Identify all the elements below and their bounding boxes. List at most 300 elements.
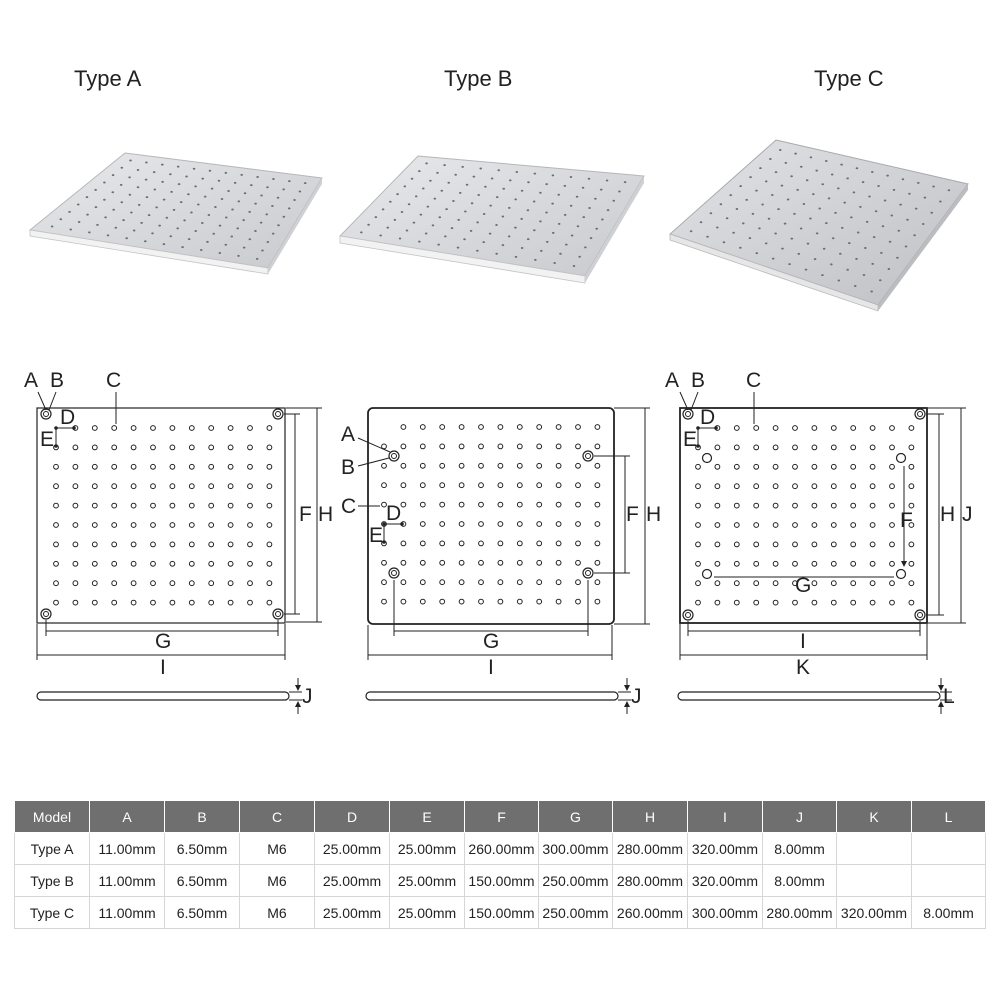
photo-hole bbox=[856, 167, 859, 169]
hole bbox=[851, 426, 856, 431]
hole bbox=[498, 580, 503, 585]
hole bbox=[754, 523, 759, 528]
hole bbox=[734, 484, 739, 489]
photo-hole bbox=[600, 189, 603, 191]
hole bbox=[73, 445, 78, 450]
photo-hole bbox=[129, 194, 132, 196]
photo-hole bbox=[559, 253, 562, 255]
photo-hole bbox=[823, 248, 826, 250]
table-header: Model bbox=[15, 801, 90, 833]
photo-hole bbox=[726, 217, 729, 219]
photo-hole bbox=[137, 169, 140, 171]
photo-hole bbox=[111, 191, 114, 193]
hole bbox=[517, 580, 522, 585]
photo-hole bbox=[870, 290, 873, 292]
hole bbox=[189, 484, 194, 489]
photo-hole bbox=[225, 217, 228, 219]
spec-table bbox=[14, 800, 986, 929]
hole bbox=[228, 484, 233, 489]
type-c-label-h: H bbox=[940, 503, 956, 526]
photo-hole bbox=[457, 219, 460, 221]
table-row bbox=[15, 865, 986, 897]
hole bbox=[715, 561, 720, 566]
photo-hole bbox=[476, 221, 479, 223]
photo-hole bbox=[884, 200, 887, 202]
hole bbox=[267, 581, 272, 586]
hole bbox=[890, 523, 895, 528]
hole bbox=[228, 426, 233, 431]
hole bbox=[696, 600, 701, 605]
hole bbox=[151, 523, 156, 528]
photo-hole bbox=[588, 178, 591, 180]
photo-hole bbox=[408, 203, 411, 205]
hole bbox=[517, 502, 522, 507]
hole bbox=[890, 503, 895, 508]
hole bbox=[734, 561, 739, 566]
photo-hole bbox=[121, 167, 124, 169]
photo-hole bbox=[761, 203, 764, 205]
photo-hole bbox=[459, 192, 462, 194]
hole bbox=[754, 581, 759, 586]
hole bbox=[498, 502, 503, 507]
photo-hole bbox=[807, 243, 810, 245]
photo-hole bbox=[515, 256, 518, 258]
hole bbox=[112, 484, 117, 489]
table-row bbox=[15, 833, 986, 865]
table-cell: 8.00mm bbox=[763, 865, 837, 897]
hole bbox=[890, 464, 895, 469]
type-c-photo bbox=[670, 140, 968, 311]
type-c-label-e: E bbox=[683, 428, 698, 451]
photo-hole bbox=[476, 250, 479, 252]
photo-hole bbox=[527, 238, 530, 240]
table-cell: 11.00mm bbox=[90, 833, 165, 865]
photo-hole bbox=[451, 227, 454, 229]
photo-hole bbox=[218, 180, 221, 182]
hole bbox=[131, 445, 136, 450]
photo-hole bbox=[283, 216, 286, 218]
photo-hole bbox=[788, 263, 791, 265]
hole bbox=[537, 502, 542, 507]
photo-hole bbox=[877, 185, 880, 187]
photo-hole bbox=[514, 227, 517, 229]
hole bbox=[696, 561, 701, 566]
hole bbox=[131, 464, 136, 469]
hole bbox=[228, 445, 233, 450]
table-cell: 260.00mm bbox=[613, 897, 688, 929]
type-a-label-g: G bbox=[155, 630, 172, 653]
table-header: F bbox=[465, 801, 539, 833]
hole bbox=[890, 600, 895, 605]
photo-hole bbox=[793, 213, 796, 215]
photo-hole bbox=[244, 192, 247, 194]
photo-hole bbox=[825, 160, 828, 162]
hole bbox=[209, 600, 214, 605]
hole bbox=[498, 541, 503, 546]
photo-hole bbox=[509, 179, 512, 181]
photo-hole bbox=[922, 223, 925, 225]
hole bbox=[754, 542, 759, 547]
hole bbox=[576, 560, 581, 565]
hole bbox=[793, 426, 798, 431]
photo-hole bbox=[272, 233, 275, 235]
hole bbox=[151, 581, 156, 586]
photo-hole bbox=[759, 167, 762, 169]
photo-hole bbox=[584, 246, 587, 248]
hole bbox=[459, 580, 464, 585]
hole bbox=[851, 484, 856, 489]
hole bbox=[556, 560, 561, 565]
photo-hole bbox=[130, 211, 133, 213]
type-c-label-j: J bbox=[962, 503, 973, 526]
table-cell: 280.00mm bbox=[613, 833, 688, 865]
photo-hole bbox=[379, 234, 382, 236]
hole bbox=[459, 502, 464, 507]
hole bbox=[556, 483, 561, 488]
hole bbox=[793, 445, 798, 450]
photo-hole bbox=[267, 241, 270, 243]
photo-hole bbox=[401, 211, 404, 213]
photo-hole bbox=[236, 227, 239, 229]
hole bbox=[151, 426, 156, 431]
photo-hole bbox=[790, 175, 793, 177]
hole bbox=[92, 445, 97, 450]
photo-hole bbox=[129, 159, 132, 161]
photo-hole bbox=[815, 170, 818, 172]
hole bbox=[556, 541, 561, 546]
hole bbox=[189, 523, 194, 528]
photo-hole bbox=[781, 185, 784, 187]
photo-hole bbox=[219, 252, 222, 254]
type-c-label-b: B bbox=[691, 369, 706, 392]
photo-hole bbox=[564, 185, 567, 187]
type-c-label-d: D bbox=[700, 406, 716, 429]
hole bbox=[112, 464, 117, 469]
photo-hole bbox=[571, 234, 574, 236]
hole bbox=[851, 523, 856, 528]
photo-hole bbox=[444, 235, 447, 237]
photo-hole bbox=[464, 211, 467, 213]
photo-hole bbox=[212, 233, 215, 235]
hole bbox=[189, 426, 194, 431]
hole bbox=[537, 560, 542, 565]
hole bbox=[151, 503, 156, 508]
photo-hole bbox=[814, 258, 817, 260]
photo-hole bbox=[539, 220, 542, 222]
hole bbox=[595, 522, 600, 527]
photo-hole bbox=[855, 258, 858, 260]
hole bbox=[479, 463, 484, 468]
photo-hole bbox=[394, 219, 397, 221]
photo-hole bbox=[181, 246, 184, 248]
hole bbox=[851, 445, 856, 450]
photo-hole bbox=[234, 182, 237, 184]
hole bbox=[890, 426, 895, 431]
hole bbox=[696, 542, 701, 547]
hole bbox=[54, 464, 59, 469]
hole bbox=[170, 600, 175, 605]
photo-hole bbox=[204, 196, 207, 198]
hole bbox=[831, 464, 836, 469]
hole bbox=[498, 483, 503, 488]
photo-hole bbox=[86, 196, 89, 198]
photo-hole bbox=[51, 226, 54, 228]
photo-hole bbox=[163, 243, 166, 245]
photo-hole bbox=[606, 179, 609, 181]
photo-hole bbox=[514, 198, 517, 200]
photo-hole bbox=[781, 248, 784, 250]
photo-hole bbox=[178, 183, 181, 185]
table-cell bbox=[837, 833, 912, 865]
photo-hole bbox=[60, 218, 63, 220]
photo-hole bbox=[144, 240, 147, 242]
photo-hole bbox=[466, 184, 469, 186]
photo-hole bbox=[809, 217, 812, 219]
hole bbox=[715, 503, 720, 508]
hole bbox=[909, 600, 914, 605]
hole bbox=[715, 600, 720, 605]
table-cell bbox=[837, 865, 912, 897]
photo-hole bbox=[502, 188, 505, 190]
photo-hole bbox=[749, 237, 752, 239]
hole bbox=[812, 445, 817, 450]
photo-hole bbox=[173, 209, 176, 211]
photo-hole bbox=[899, 204, 902, 206]
photo-hole bbox=[534, 259, 537, 261]
photo-hole bbox=[859, 206, 862, 208]
photo-hole bbox=[732, 232, 735, 234]
hole bbox=[595, 425, 600, 430]
photo-hole bbox=[452, 200, 455, 202]
type-c-label-i: I bbox=[800, 630, 806, 653]
photo-hole bbox=[558, 223, 561, 225]
photo-hole bbox=[890, 214, 893, 216]
photo-hole bbox=[838, 280, 841, 282]
photo-hole bbox=[578, 256, 581, 258]
photo-hole bbox=[624, 181, 627, 183]
hole bbox=[54, 561, 59, 566]
hole bbox=[890, 561, 895, 566]
hole bbox=[92, 523, 97, 528]
photo-hole bbox=[77, 204, 80, 206]
photo-hole bbox=[201, 222, 204, 224]
type-a-label-h: H bbox=[318, 503, 334, 526]
photo-hole bbox=[260, 222, 263, 224]
photo-hole bbox=[277, 197, 280, 199]
hole bbox=[890, 581, 895, 586]
hole bbox=[595, 483, 600, 488]
photo-hole bbox=[879, 279, 882, 281]
photo-hole bbox=[841, 227, 844, 229]
photo-hole bbox=[418, 170, 421, 172]
photo-hole bbox=[564, 214, 567, 216]
hole bbox=[773, 445, 778, 450]
hole bbox=[870, 561, 875, 566]
hole bbox=[170, 484, 175, 489]
photo-hole bbox=[68, 211, 71, 213]
photo-hole bbox=[161, 181, 164, 183]
hole bbox=[773, 484, 778, 489]
hole bbox=[773, 523, 778, 528]
photo-hole bbox=[484, 186, 487, 188]
photo-hole bbox=[221, 198, 224, 200]
photo-hole bbox=[404, 185, 407, 187]
hole bbox=[909, 445, 914, 450]
photo-hole bbox=[389, 201, 392, 203]
hole bbox=[696, 581, 701, 586]
hole bbox=[793, 542, 798, 547]
photo-hole bbox=[796, 189, 799, 191]
photo-hole bbox=[146, 196, 149, 198]
type-b-label-e: E bbox=[369, 524, 384, 547]
hole bbox=[696, 523, 701, 528]
photo-hole bbox=[103, 199, 106, 201]
type-b-title: Type B bbox=[444, 66, 513, 91]
photo-hole bbox=[551, 203, 554, 205]
hole bbox=[517, 560, 522, 565]
hole bbox=[870, 523, 875, 528]
hole bbox=[401, 425, 406, 430]
hole bbox=[151, 542, 156, 547]
hole bbox=[517, 425, 522, 430]
hole bbox=[498, 599, 503, 604]
hole bbox=[812, 464, 817, 469]
hole bbox=[382, 463, 387, 468]
hole bbox=[267, 484, 272, 489]
photo-hole bbox=[774, 233, 777, 235]
hole bbox=[440, 425, 445, 430]
hole bbox=[170, 445, 175, 450]
hole bbox=[812, 600, 817, 605]
hole bbox=[112, 523, 117, 528]
hole bbox=[248, 426, 253, 431]
photo-hole bbox=[260, 194, 263, 196]
photo-hole bbox=[177, 166, 180, 168]
hole bbox=[793, 561, 798, 566]
photo-hole bbox=[445, 208, 448, 210]
photo-hole bbox=[457, 247, 460, 249]
photo-hole bbox=[553, 262, 556, 264]
type-a-label-d: D bbox=[60, 406, 76, 429]
photo-hole bbox=[805, 269, 808, 271]
photo-hole bbox=[618, 190, 621, 192]
hole bbox=[479, 580, 484, 585]
photo-hole bbox=[862, 181, 865, 183]
hole bbox=[831, 542, 836, 547]
hole bbox=[151, 445, 156, 450]
hole bbox=[734, 426, 739, 431]
photo-hole bbox=[190, 211, 193, 213]
photo-hole bbox=[230, 236, 233, 238]
hole bbox=[498, 444, 503, 449]
type-b-label-c: C bbox=[341, 495, 357, 518]
photo-hole bbox=[145, 179, 148, 181]
table-header: G bbox=[539, 801, 613, 833]
photo-hole bbox=[288, 180, 291, 182]
photo-hole bbox=[225, 172, 228, 174]
hole bbox=[170, 561, 175, 566]
table-cell: 280.00mm bbox=[763, 897, 837, 929]
photo-hole bbox=[427, 206, 430, 208]
hole bbox=[420, 599, 425, 604]
table-cell: 11.00mm bbox=[90, 897, 165, 929]
hole bbox=[112, 426, 117, 431]
photo-hole bbox=[249, 238, 252, 240]
type-c-drawing bbox=[665, 369, 973, 714]
photo-hole bbox=[491, 177, 494, 179]
table-cell: M6 bbox=[240, 865, 315, 897]
photo-hole bbox=[832, 237, 835, 239]
hole bbox=[909, 581, 914, 586]
photo-hole bbox=[908, 193, 911, 195]
photo-hole bbox=[161, 164, 164, 166]
photo-hole bbox=[288, 207, 291, 209]
type-b-label-i: I bbox=[488, 656, 494, 679]
hole bbox=[715, 464, 720, 469]
photo-hole bbox=[825, 222, 828, 224]
hole bbox=[209, 581, 214, 586]
photo-hole bbox=[497, 169, 500, 171]
photo-hole bbox=[413, 222, 416, 224]
type-b-photo bbox=[340, 156, 644, 283]
photo-hole bbox=[594, 198, 597, 200]
photo-hole bbox=[163, 199, 166, 201]
hole bbox=[517, 541, 522, 546]
hole bbox=[440, 599, 445, 604]
table-cell: 250.00mm bbox=[539, 865, 613, 897]
type-c-label-a: A bbox=[665, 369, 680, 392]
hole bbox=[851, 561, 856, 566]
photo-hole bbox=[277, 224, 280, 226]
photo-hole bbox=[853, 191, 856, 193]
photo-hole bbox=[211, 188, 214, 190]
hole bbox=[715, 445, 720, 450]
hole bbox=[54, 600, 59, 605]
type-a-label-e: E bbox=[40, 428, 55, 451]
hole bbox=[54, 523, 59, 528]
hole bbox=[517, 483, 522, 488]
photo-hole bbox=[443, 164, 446, 166]
table-header: B bbox=[165, 801, 240, 833]
hole bbox=[112, 542, 117, 547]
photo-hole bbox=[248, 211, 251, 213]
photo-hole bbox=[155, 206, 158, 208]
hole bbox=[92, 426, 97, 431]
hole bbox=[498, 522, 503, 527]
photo-hole bbox=[521, 247, 524, 249]
hole bbox=[890, 484, 895, 489]
table-header: A bbox=[90, 801, 165, 833]
hole bbox=[595, 463, 600, 468]
hole bbox=[909, 464, 914, 469]
hole bbox=[479, 502, 484, 507]
photo-hole bbox=[396, 193, 399, 195]
hole bbox=[498, 425, 503, 430]
photo-hole bbox=[612, 200, 615, 202]
photo-hole bbox=[237, 200, 240, 202]
hole bbox=[831, 426, 836, 431]
hole bbox=[537, 483, 542, 488]
hole bbox=[92, 600, 97, 605]
photo-hole bbox=[399, 238, 402, 240]
table-cell: 320.00mm bbox=[688, 833, 763, 865]
photo-hole bbox=[913, 234, 916, 236]
hole bbox=[754, 600, 759, 605]
hole bbox=[576, 541, 581, 546]
hole bbox=[401, 580, 406, 585]
photo-hole bbox=[125, 237, 128, 239]
photo-hole bbox=[86, 214, 89, 216]
